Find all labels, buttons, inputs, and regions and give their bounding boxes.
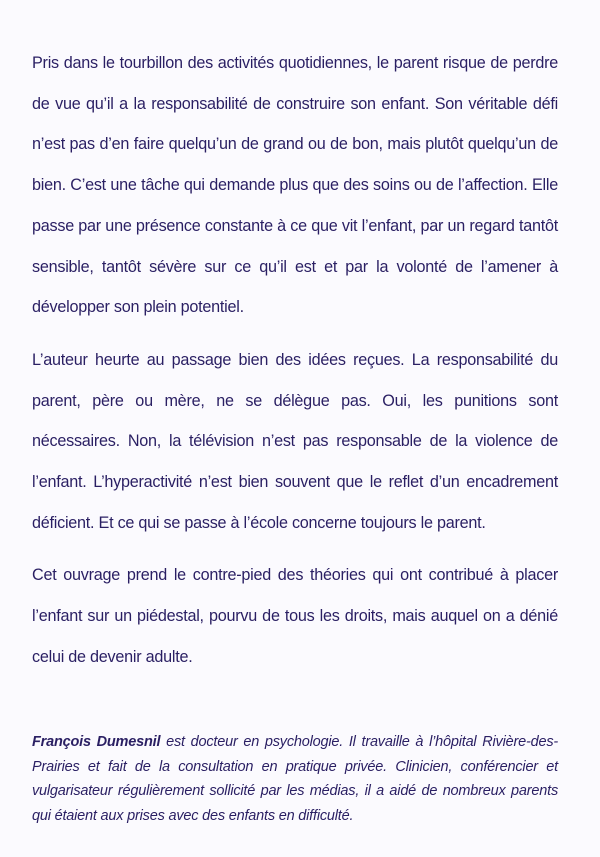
author-bio-text: est docteur en psychologie. Il travaille à l’hôpital Rivière-des-Prairies et fait de la consultation en pratique privée. Clinicien, conférencier et vulgarisateur régulièrement sollicité par les médias, il a aidé de nombreux parents qui étaient aux prises avec des enfants en difficulté. xyxy=(32,734,558,825)
author-name: François Dumesnil xyxy=(32,734,161,750)
blurb-text xyxy=(32,43,558,690)
blurb-paragraph-1: Pris dans le tourbillon des activités quotidiennes, le parent risque de perdre de vue qu’il a la responsabilité de construire son enfant. Son véritable défi n’est pas d’en faire quelqu’un de grand ou de bon, mais plutôt quelqu’un de bien. C’est une tâche qui demande plus que des soins ou de l’affection. Elle passe par une présence constante à ce que vit l’enfant, par un regard tantôt sensible, tantôt sévère sur ce qu’il est et par la volonté de l’amener à développer son plein potentiel. xyxy=(32,54,558,317)
blurb-paragraph-2: L’auteur heurte au passage bien des idées reçues. La responsabilité du parent, père ou mère, ne se délègue pas. Oui, les punitions sont nécessaires. Non, la télévision n’est pas responsable de la violence de l’enfant. L’hyperactivité n’est bien souvent que le reflet d’un encadrement déficient. Et ce qui se passe à l’école concerne toujours le parent. xyxy=(32,350,558,532)
blurb-paragraph-3: Cet ouvrage prend le contre-pied des théories qui ont contribué à placer l’enfant sur un piédestal, pourvu de tous les droits, mais auquel on a dénié celui de devenir adulte. xyxy=(32,566,558,666)
author-bio xyxy=(32,730,558,829)
